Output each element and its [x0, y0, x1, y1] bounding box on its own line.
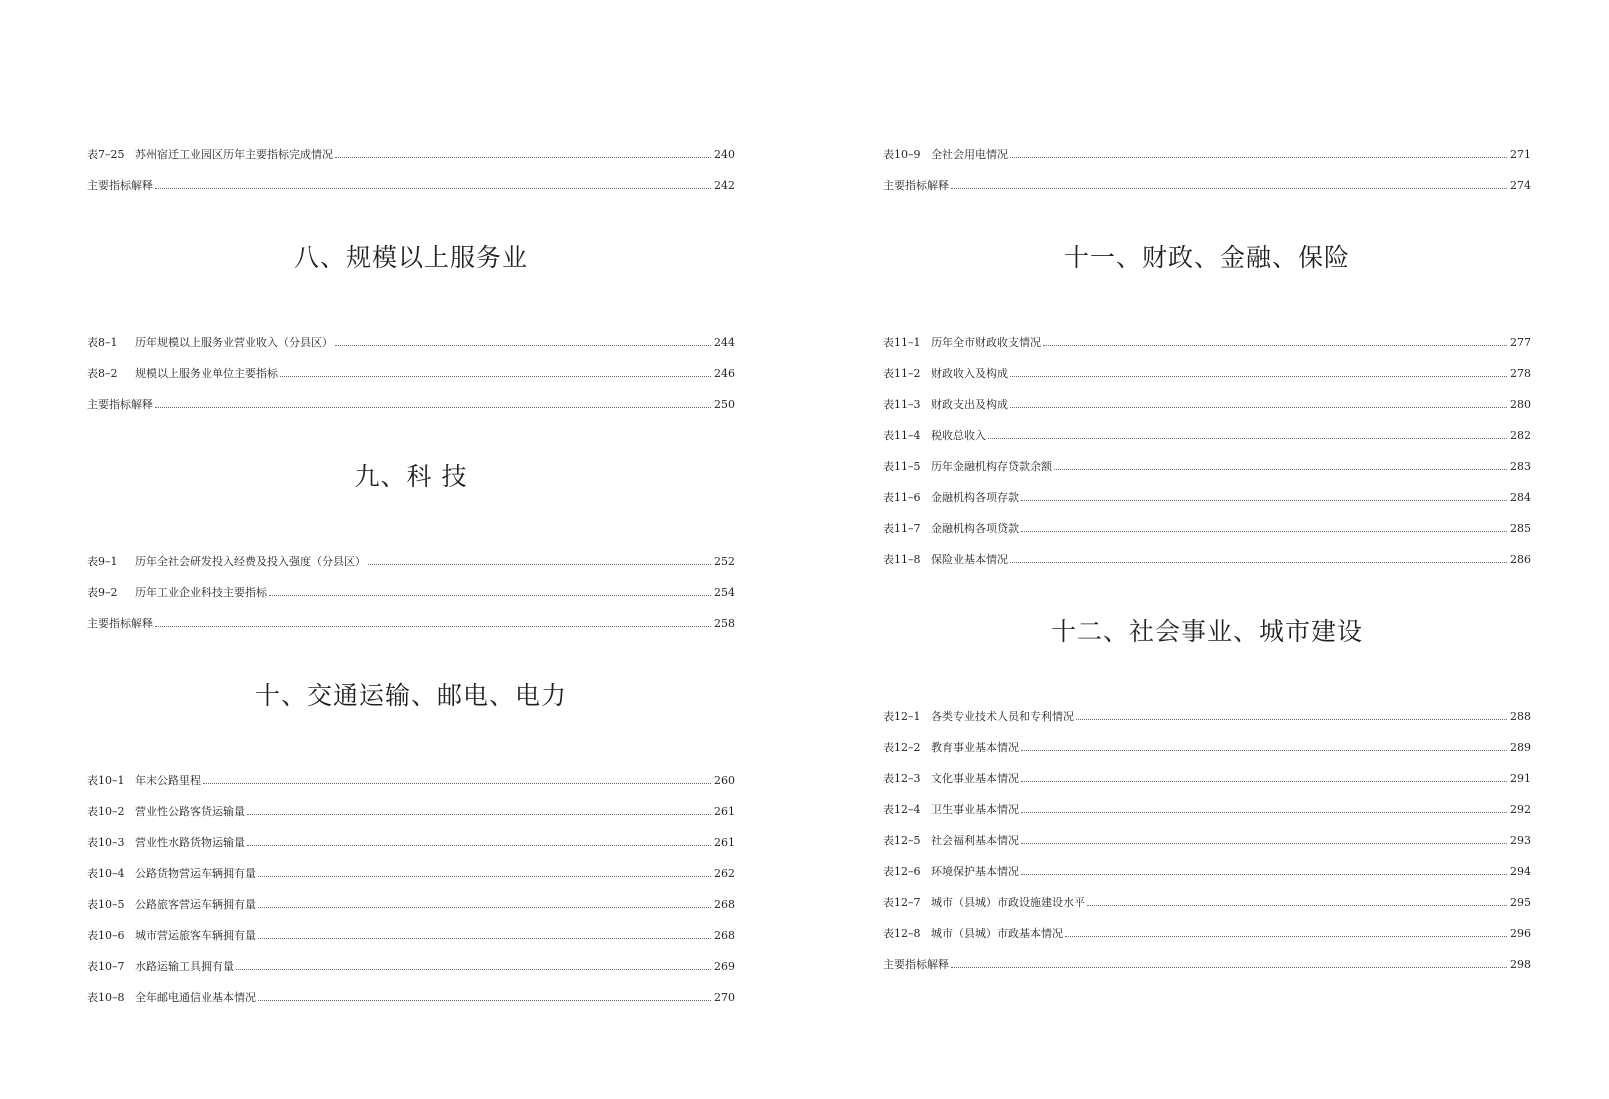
table-number: 表11–5 [883, 460, 921, 473]
entry-title: 历年全市财政收支情况 [931, 336, 1041, 349]
toc-entry[interactable] [883, 459, 1531, 475]
entry-title: 教育事业基本情况 [931, 741, 1019, 754]
table-number: 表11–2 [883, 367, 921, 380]
table-number: 表12–3 [883, 772, 921, 785]
page-number: 288 [1510, 710, 1531, 723]
table-number: 表10–2 [87, 805, 125, 818]
page-number: 286 [1510, 553, 1531, 566]
table-number: 表8–1 [87, 336, 118, 349]
dot-leader [236, 968, 711, 970]
entry-title: 社会福利基本情况 [931, 834, 1019, 847]
toc-entry[interactable] [883, 709, 1531, 725]
toc-entry[interactable] [883, 490, 1531, 506]
table-number: 表12–5 [883, 834, 921, 847]
entry-title: 城市（县城）市政设施建设水平 [931, 896, 1085, 909]
table-number: 表12–2 [883, 741, 921, 754]
page-number: 289 [1510, 741, 1531, 754]
page-number: 293 [1510, 834, 1531, 847]
page-number: 271 [1510, 148, 1531, 161]
toc-entry-indicator-notes[interactable] [883, 957, 1531, 973]
toc-entry[interactable] [883, 926, 1531, 942]
page-number: 268 [714, 898, 735, 911]
toc-entry-indicator-notes[interactable] [87, 397, 735, 413]
page-number: 260 [714, 774, 735, 787]
dot-leader [155, 406, 711, 408]
dot-leader [335, 156, 711, 158]
page-number: 274 [1510, 179, 1531, 192]
entry-title: 历年金融机构存贷款余额 [931, 460, 1052, 473]
dot-leader [1021, 842, 1507, 844]
toc-entry[interactable] [883, 335, 1531, 351]
toc-entry[interactable] [883, 771, 1531, 787]
entry-title: 苏州宿迁工业园区历年主要指标完成情况 [135, 148, 333, 161]
page-number: 278 [1510, 367, 1531, 380]
toc-entry[interactable] [87, 866, 735, 882]
toc-entry[interactable] [883, 802, 1531, 818]
table-number: 表10–5 [87, 898, 125, 911]
page-number: 252 [714, 555, 735, 568]
toc-entry[interactable] [883, 147, 1531, 163]
toc-entry-indicator-notes[interactable] [87, 178, 735, 194]
entry-title: 保险业基本情况 [931, 553, 1008, 566]
entry-title: 税收总收入 [931, 429, 986, 442]
dot-leader [1021, 499, 1507, 501]
toc-entry[interactable] [87, 990, 735, 1006]
entry-title: 全社会用电情况 [931, 148, 1008, 161]
entry-title: 金融机构各项贷款 [931, 522, 1019, 535]
entry-title: 水路运输工具拥有量 [135, 960, 234, 973]
dot-leader [280, 375, 711, 377]
dot-leader [258, 906, 711, 908]
table-number: 表10–3 [87, 836, 125, 849]
toc-entry-indicator-notes[interactable] [883, 178, 1531, 194]
dot-leader [258, 999, 711, 1001]
toc-entry[interactable] [87, 366, 735, 382]
entry-title: 城市营运旅客车辆拥有量 [135, 929, 256, 942]
entry-title: 营业性水路货物运输量 [135, 836, 245, 849]
entry-title: 规模以上服务业单位主要指标 [135, 367, 278, 380]
page-number: 284 [1510, 491, 1531, 504]
table-number: 表11–4 [883, 429, 921, 442]
entry-title: 公路货物营运车辆拥有量 [135, 867, 256, 880]
dot-leader [368, 563, 711, 565]
entry-title: 主要指标解释 [883, 179, 949, 192]
page-number: 296 [1510, 927, 1531, 940]
toc-entry[interactable] [87, 928, 735, 944]
table-number: 表12–1 [883, 710, 921, 723]
table-number: 表12–4 [883, 803, 921, 816]
page-number: 261 [714, 836, 735, 849]
toc-entry[interactable] [87, 835, 735, 851]
section-title: 十一、财政、金融、保险 [1063, 243, 1350, 272]
toc-entry[interactable] [883, 397, 1531, 413]
page-number: 277 [1510, 336, 1531, 349]
entry-title: 财政收入及构成 [931, 367, 1008, 380]
dot-leader [1043, 344, 1507, 346]
table-number: 表11–6 [883, 491, 921, 504]
entry-title: 主要指标解释 [87, 179, 153, 192]
section-title: 八、规模以上服务业 [293, 243, 528, 272]
section-title: 九、科 技 [354, 462, 468, 491]
page-number: 298 [1510, 958, 1531, 971]
dot-leader [1010, 156, 1507, 158]
table-number: 表9–1 [87, 555, 118, 568]
page-number: 295 [1510, 896, 1531, 909]
entry-title: 环境保护基本情况 [931, 865, 1019, 878]
dot-leader [258, 937, 711, 939]
entry-title: 各类专业技术人员和专利情况 [931, 710, 1074, 723]
toc-entry[interactable] [883, 895, 1531, 911]
entry-title: 金融机构各项存款 [931, 491, 1019, 504]
toc-entry[interactable] [87, 335, 735, 351]
table-number: 表9–2 [87, 586, 118, 599]
dot-leader [258, 875, 711, 877]
table-number: 表12–6 [883, 865, 921, 878]
table-number: 表10–6 [87, 929, 125, 942]
page-number: 283 [1510, 460, 1531, 473]
toc-entry[interactable] [87, 804, 735, 820]
dot-leader [1010, 406, 1507, 408]
dot-leader [1076, 718, 1507, 720]
table-number: 表11–1 [883, 336, 921, 349]
entry-title: 财政支出及构成 [931, 398, 1008, 411]
page-number: 254 [714, 586, 735, 599]
dot-leader [335, 344, 711, 346]
toc-entry-indicator-notes[interactable] [87, 616, 735, 632]
table-number: 表10–1 [87, 774, 125, 787]
page-number: 292 [1510, 803, 1531, 816]
section-title: 十二、社会事业、城市建设 [1050, 617, 1363, 646]
dot-leader [155, 625, 711, 627]
page-number: 268 [714, 929, 735, 942]
dot-leader [1021, 873, 1507, 875]
entry-title: 营业性公路客货运输量 [135, 805, 245, 818]
toc-entry[interactable] [883, 740, 1531, 756]
entry-title: 历年工业企业科技主要指标 [135, 586, 267, 599]
toc-entry[interactable] [883, 428, 1531, 444]
dot-leader [1021, 811, 1507, 813]
toc-entry[interactable] [883, 864, 1531, 880]
table-number: 表8–2 [87, 367, 118, 380]
entry-title: 主要指标解释 [883, 958, 949, 971]
toc-entry[interactable] [87, 585, 735, 601]
entry-title: 文化事业基本情况 [931, 772, 1019, 785]
dot-leader [247, 844, 711, 846]
entry-title: 历年规模以上服务业营业收入（分县区） [135, 336, 333, 349]
dot-leader [1010, 561, 1507, 563]
dot-leader [203, 782, 711, 784]
page-number: 240 [714, 148, 735, 161]
table-number: 表7–25 [87, 148, 125, 161]
dot-leader [1021, 749, 1507, 751]
dot-leader [1021, 780, 1507, 782]
table-number: 表10–9 [883, 148, 921, 161]
toc-entry[interactable] [883, 552, 1531, 568]
dot-leader [951, 187, 1507, 189]
dot-leader [951, 966, 1507, 968]
table-number: 表11–7 [883, 522, 921, 535]
toc-entry[interactable] [87, 554, 735, 570]
page-number: 282 [1510, 429, 1531, 442]
table-number: 表11–8 [883, 553, 921, 566]
dot-leader [247, 813, 711, 815]
toc-entry[interactable] [883, 833, 1531, 849]
toc-entry[interactable] [883, 366, 1531, 382]
entry-title: 历年全社会研发投入经费及投入强度（分县区） [135, 555, 366, 568]
entry-title: 城市（县城）市政基本情况 [931, 927, 1063, 940]
dot-leader [988, 437, 1507, 439]
page-number: 246 [714, 367, 735, 380]
table-number: 表10–8 [87, 991, 125, 1004]
page-number: 294 [1510, 865, 1531, 878]
dot-leader [1021, 530, 1507, 532]
page-number: 291 [1510, 772, 1531, 785]
page-number: 269 [714, 960, 735, 973]
toc-entry[interactable] [87, 897, 735, 913]
page-number: 258 [714, 617, 735, 630]
dot-leader [1065, 935, 1507, 937]
dot-leader [269, 594, 711, 596]
toc-entry[interactable] [87, 959, 735, 975]
entry-title: 主要指标解释 [87, 617, 153, 630]
dot-leader [1087, 904, 1507, 906]
section-title: 十、交通运输、邮电、电力 [254, 681, 567, 710]
page-number: 285 [1510, 522, 1531, 535]
entry-title: 主要指标解释 [87, 398, 153, 411]
toc-entry[interactable] [87, 773, 735, 789]
page-number: 270 [714, 991, 735, 1004]
table-number: 表10–4 [87, 867, 125, 880]
table-number: 表12–7 [883, 896, 921, 909]
toc-entry[interactable] [87, 147, 735, 163]
page-number: 261 [714, 805, 735, 818]
dot-leader [1010, 375, 1507, 377]
page-number: 250 [714, 398, 735, 411]
page-number: 242 [714, 179, 735, 192]
page-number: 280 [1510, 398, 1531, 411]
entry-title: 卫生事业基本情况 [931, 803, 1019, 816]
dot-leader [155, 187, 711, 189]
table-number: 表12–8 [883, 927, 921, 940]
entry-title: 公路旅客营运车辆拥有量 [135, 898, 256, 911]
table-number: 表10–7 [87, 960, 125, 973]
dot-leader [1054, 468, 1507, 470]
table-number: 表11–3 [883, 398, 921, 411]
entry-title: 年末公路里程 [135, 774, 201, 787]
toc-entry[interactable] [883, 521, 1531, 537]
entry-title: 全年邮电通信业基本情况 [135, 991, 256, 1004]
page-number: 262 [714, 867, 735, 880]
page-number: 244 [714, 336, 735, 349]
